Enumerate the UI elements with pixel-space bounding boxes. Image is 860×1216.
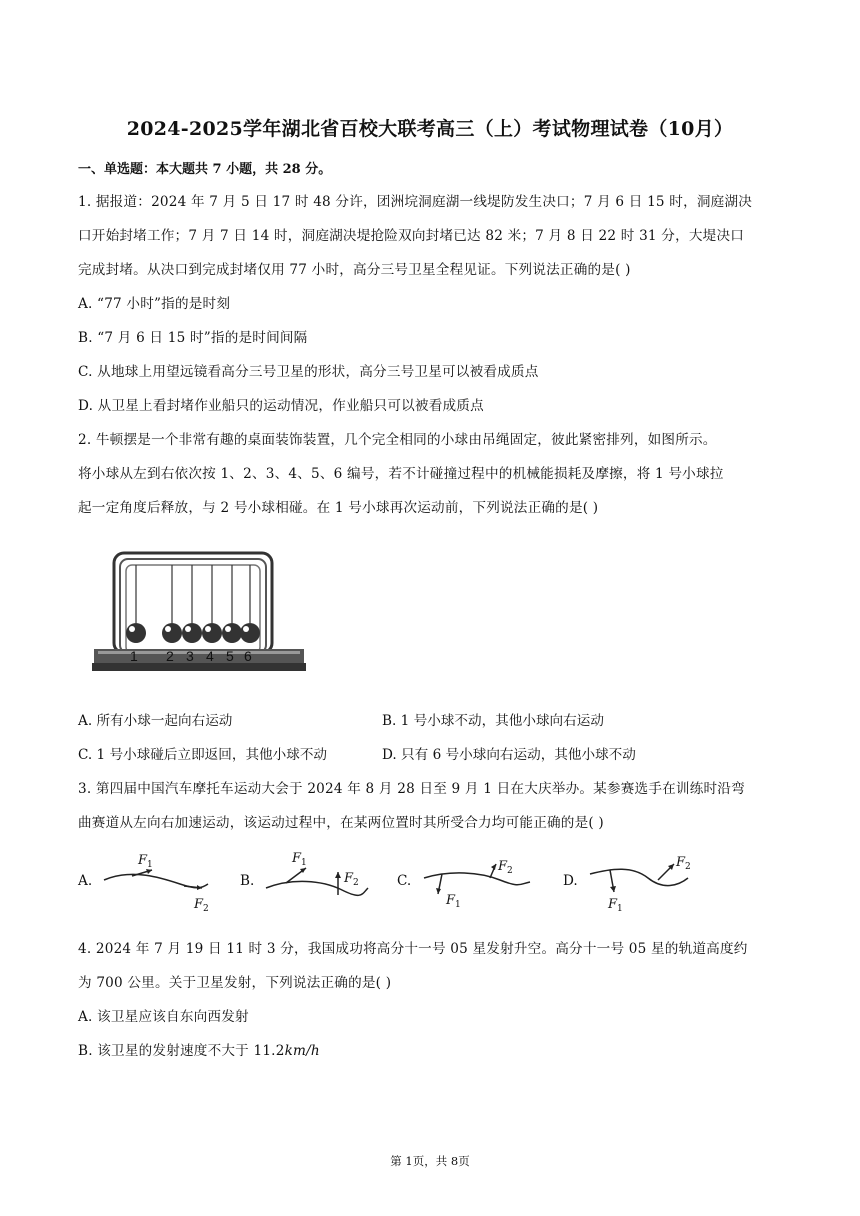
svg-text:1: 1 [455, 900, 461, 910]
svg-text:2: 2 [507, 866, 513, 876]
q3-option-c-label: C. [397, 873, 412, 889]
q1-line-2: 口开始封堵工作；7 月 7 日 14 时，洞庭湖决堤抢险双向封堵已达 82 米；7 月 8 日 22 时 31 分，大堤决口 [78, 228, 745, 244]
svg-text:F: F [498, 859, 508, 874]
q1-line-3: 完成封堵。从决口到完成封堵仅用 77 小时，高分三号卫星全程见证。下列说法正确的是( ) [78, 262, 631, 278]
svg-text:1: 1 [617, 904, 623, 914]
q2-line-2: 将小球从左到右依次按 1、2、3、4、5、6 编号，若不计碰撞过程中的机械能损耗及摩擦，将 1 号小球拉 [78, 466, 724, 482]
page-footer: 第 1页，共 8页 [390, 1154, 470, 1168]
svg-text:F: F [194, 897, 204, 912]
ball-label-2: 2 [166, 648, 174, 664]
svg-text:1: 1 [301, 858, 307, 868]
q4-line-2: 为 700 公里。关于卫星发射，下列说法正确的是( ) [78, 975, 392, 991]
svg-text:F: F [676, 855, 686, 870]
svg-text:2: 2 [685, 862, 691, 872]
svg-text:F: F [608, 897, 618, 912]
q2-line-3: 起一定角度后释放，与 2 号小球相碰。在 1 号小球再次运动前，下列说法正确的是( ) [78, 500, 599, 516]
svg-text:F: F [446, 893, 456, 908]
svg-text:2: 2 [353, 878, 359, 888]
q3-line-1: 3. 第四届中国汽车摩托车运动大会于 2024 年 8 月 28 日至 9 月 1 日在大庆举办。某参赛选手在训练时沿弯 [78, 781, 745, 797]
newtons-cradle-figure [92, 545, 312, 677]
q3-option-d-label: D. [563, 873, 578, 889]
ball-label-4: 4 [206, 648, 214, 664]
ball-label-3: 3 [186, 648, 194, 664]
svg-text:F: F [344, 871, 354, 886]
q3-option-a-label: A. [78, 873, 93, 889]
q1-option-d: D. 从卫星上看封堵作业船只的运动情况，作业船只可以被看成质点 [78, 398, 484, 414]
q3-option-b-label: B. [240, 873, 255, 889]
q1-line-1: 1. 据报道：2024 年 7 月 5 日 17 时 48 分许，团洲垸洞庭湖一线堤防发生决口；7 月 6 日 15 时，洞庭湖决 [78, 194, 753, 210]
q4-option-b-unit: km/h [284, 1043, 320, 1059]
q1-option-b: B. “7 月 6 日 15 时”指的是时间间隔 [78, 330, 308, 346]
q2-line-1: 2. 牛顿摆是一个非常有趣的桌面装饰装置，几个完全相同的小球由吊绳固定，彼此紧密排列，如图所示。 [78, 432, 717, 448]
q3-line-2: 曲赛道从左向右加速运动，该运动过程中，在某两位置时其所受合力均可能正确的是( ) [78, 815, 604, 831]
q1-option-a: A. “77 小时”指的是时刻 [78, 296, 231, 312]
svg-text:F: F [138, 853, 148, 868]
q3-diagram-a [102, 850, 222, 914]
svg-text:1: 1 [147, 860, 153, 870]
q3-diagram-c [420, 850, 540, 914]
q2-option-d: D. 只有 6 号小球向右运动，其他小球不动 [382, 747, 636, 763]
q2-option-c: C. 1 号小球碰后立即返回，其他小球不动 [78, 747, 328, 763]
q1-option-c: C. 从地球上用望远镜看高分三号卫星的形状，高分三号卫星可以被看成质点 [78, 364, 539, 380]
q2-option-a: A. 所有小球一起向右运动 [78, 713, 233, 729]
svg-text:2: 2 [203, 904, 209, 914]
q4-option-b-text: B. 该卫星的发射速度不大于 11.2 [78, 1043, 285, 1059]
ball-label-1: 1 [130, 648, 138, 664]
ball-label-5: 5 [226, 648, 234, 664]
svg-text:F: F [292, 851, 302, 866]
q4-line-1: 4. 2024 年 7 月 19 日 11 时 3 分，我国成功将高分十一号 05 星发射升空。高分十一号 05 星的轨道高度约 [78, 941, 748, 957]
q4-option-b [78, 1039, 320, 1059]
section-heading: 一、单选题：本大题共 7 小题，共 28 分。 [78, 162, 332, 177]
q2-option-b: B. 1 号小球不动，其他小球向右运动 [382, 713, 604, 729]
q3-diagram-d [588, 850, 708, 914]
ball-label-6: 6 [244, 648, 252, 664]
q4-option-a: A. 该卫星应该自东向西发射 [78, 1009, 249, 1025]
q3-diagram-b [262, 850, 382, 914]
exam-title: 2024-2025学年湖北省百校大联考高三（上）考试物理试卷（10月） [126, 118, 734, 140]
